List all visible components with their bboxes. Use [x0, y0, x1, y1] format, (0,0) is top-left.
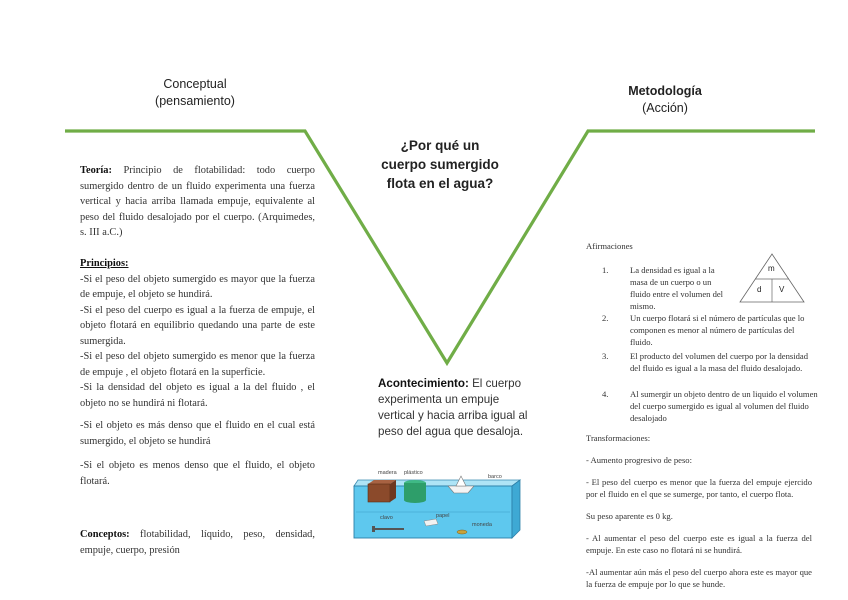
affirmation-item — [586, 388, 818, 424]
affirmation-text: El producto del volumen del cuerpo por la densidad del fluido es igual a la masa del fluido desalojado. — [630, 351, 809, 373]
theory-block — [80, 163, 315, 241]
tank-label-barco: barco — [488, 474, 502, 480]
wood-block — [368, 484, 390, 502]
affirmation-text: Al sumergir un objeto dentro de un liquido el volumen del cuerpo sumergido es igual al volumen del fluido desalojado — [630, 389, 818, 423]
triangle-density: d — [757, 285, 762, 294]
focus-question — [365, 136, 515, 193]
methodology-header — [610, 83, 720, 117]
affirmation-text: La densidad es igual a la masa de un cuerpo o un fluido entre el volumen del mismo. — [630, 265, 724, 311]
affirmation-item — [586, 350, 818, 388]
question-line-1: ¿Por qué un — [400, 138, 480, 153]
event-block — [378, 376, 538, 440]
event-text: El cuerpo experimenta un empuje vertical y hacia arriba igual al peso del agua que desaloja. — [378, 377, 528, 438]
concepts-label: Conceptos: — [80, 529, 130, 540]
theory-text: Principio de flotabilidad: todo cuerpo sumergido dentro de un fluido experimenta una fuerza vertical y hacia arriba llamada empuje, equivalente al peso del fluido desalojado por el cuerpo. (Arquimedes, s. III a.C.) — [80, 165, 315, 238]
density-triangle-shape — [738, 252, 806, 304]
transformation-item: -Al aumentar aún más el peso del cuerpo ahora este es mayor que la fuerza de empuje por lo que se hunde. — [586, 567, 812, 589]
concepts-text: flotabilidad, líquido, peso, densidad, empuje, cuerpo, presión — [80, 529, 315, 556]
tank-label-madera: madera — [378, 470, 397, 476]
methodology-subtitle: (Acción) — [642, 101, 688, 115]
transformation-item: - Aumento progresivo de peso: — [586, 455, 692, 465]
transformations-heading: Transformaciones: — [586, 433, 651, 443]
conceptual-subtitle: (pensamiento) — [155, 94, 235, 108]
principle-item: -Si el peso del objeto sumergido es mayor que la fuerza de empuje, el objeto se hundirá. — [80, 273, 315, 300]
question-line-3: flota en el agua? — [386, 176, 494, 191]
affirmations-heading: Afirmaciones — [586, 241, 633, 251]
tank-label-clavo: clavo — [380, 515, 393, 521]
transformations-block — [586, 432, 812, 590]
coin — [457, 530, 467, 534]
transformation-item: - Al aumentar el peso del cuerpo este es igual a la fuerza del empuje. En este caso no flotará ni se hundirá. — [586, 533, 812, 555]
triangle-volume: V — [779, 285, 785, 294]
principle-item: -Si el peso del cuerpo es igual a la fuerza de empuje, el objeto flotará en equilibrio quedando una parte de este sumergida. — [80, 304, 315, 347]
tank-label-moneda: moneda — [472, 522, 492, 528]
principle-item: -Si la densidad del objeto es igual a la del fluido , el objeto no se hundirá ni flotará. — [80, 382, 315, 409]
theory-label: Teoría: — [80, 165, 112, 176]
affirmation-number: 2. — [602, 313, 609, 323]
tank-side-face — [512, 480, 520, 538]
methodology-title: Metodología — [628, 84, 702, 98]
conceptual-header — [140, 76, 250, 110]
transformation-item: Su peso aparente es 0 kg. — [586, 511, 673, 521]
tank-label-papel: papel — [436, 513, 450, 519]
transformation-item: - El peso del cuerpo es menor que la fuerza del empuje ejercido por el fluido en el que se sumerge, por tanto, el cuerpo flota. — [586, 477, 812, 499]
triangle-mass: m — [768, 264, 775, 273]
event-label: Acontecimiento: — [378, 377, 469, 390]
principle-item: -Si el peso del objeto sumergido es menor que la fuerza de empuje , el objeto flotará en la superficie. — [80, 351, 315, 378]
affirmation-item — [586, 264, 730, 312]
principles-block — [80, 256, 315, 411]
water-tank-illustration — [352, 466, 526, 542]
question-line-2: cuerpo sumergido — [381, 157, 499, 172]
principle-extra-denser: -Si el objeto es más denso que el fluido en el cual está sumergido, el objeto se hundirá — [80, 420, 315, 447]
affirmation-number: 3. — [602, 351, 609, 361]
density-triangle — [738, 252, 806, 304]
nail — [374, 528, 404, 530]
affirmation-item — [586, 312, 818, 350]
affirmation-text: Un cuerpo flotará si el número de partículas que lo componen es menor al número de partículas del fluido. — [630, 313, 805, 347]
conceptual-title: Conceptual — [163, 77, 227, 91]
concepts-block — [80, 527, 315, 558]
tank-label-plastico: plástico — [404, 470, 423, 476]
affirmation-number: 1. — [602, 265, 609, 275]
affirmation-number: 4. — [602, 389, 609, 399]
principles-heading: Principios: — [80, 258, 129, 269]
principle-extra-less-dense: -Si el objeto es menos denso que el fluido, el objeto flotará. — [80, 460, 315, 487]
